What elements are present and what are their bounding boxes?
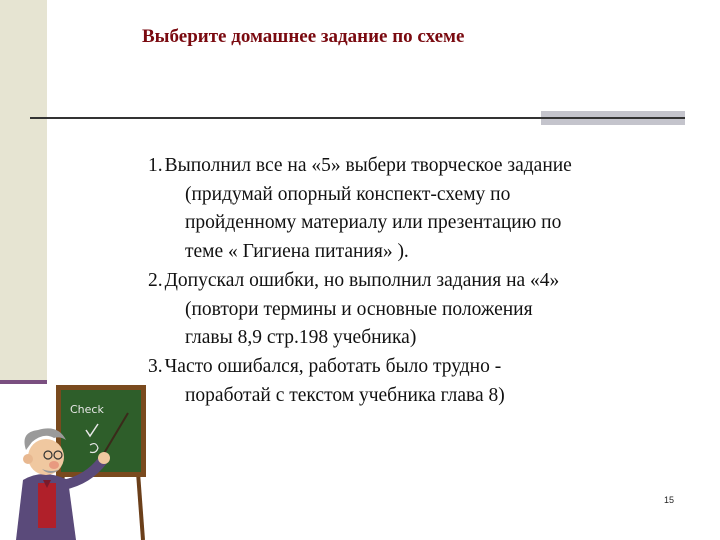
item-number: 3. <box>148 355 163 377</box>
item-number: 2. <box>148 269 163 291</box>
teacher-hand <box>98 452 110 464</box>
list-item <box>148 152 693 267</box>
page-number: 15 <box>664 495 675 505</box>
item-continuation: поработай с текстом учебника глава 8) <box>185 384 505 406</box>
homework-list <box>148 152 693 410</box>
teacher-at-chalkboard-icon <box>8 385 148 540</box>
chalkboard-text: Check <box>70 403 104 416</box>
header-rule-line <box>30 117 685 119</box>
left-decorative-band <box>0 0 47 382</box>
teacher-vest <box>38 483 56 528</box>
item-text: Часто ошибался, работать было трудно - <box>164 355 502 377</box>
item-text: Выполнил все на «5» выбери творческое задание <box>164 155 572 176</box>
item-continuation: (придумай опорный конспект-схему по <box>185 183 511 205</box>
list-item <box>148 353 693 410</box>
teacher-head <box>28 439 64 475</box>
item-number: 1. <box>148 155 163 176</box>
item-text: Допускал ошибки, но выполнил задания на «4» <box>164 269 560 291</box>
teacher-ear <box>23 454 33 464</box>
item-continuation: главы 8,9 стр.198 учебника) <box>185 327 417 349</box>
left-band-accent-line <box>0 380 47 384</box>
item-continuation: пройденному материалу или презентацию по <box>185 212 562 234</box>
item-continuation: теме « Гигиена питания» ). <box>185 241 409 263</box>
item-continuation: (повтори термины и основные положения <box>185 298 533 320</box>
teacher-nose <box>49 461 59 469</box>
list-item <box>148 267 693 353</box>
slide-title: Выберите домашнее задание по схеме <box>142 26 465 47</box>
